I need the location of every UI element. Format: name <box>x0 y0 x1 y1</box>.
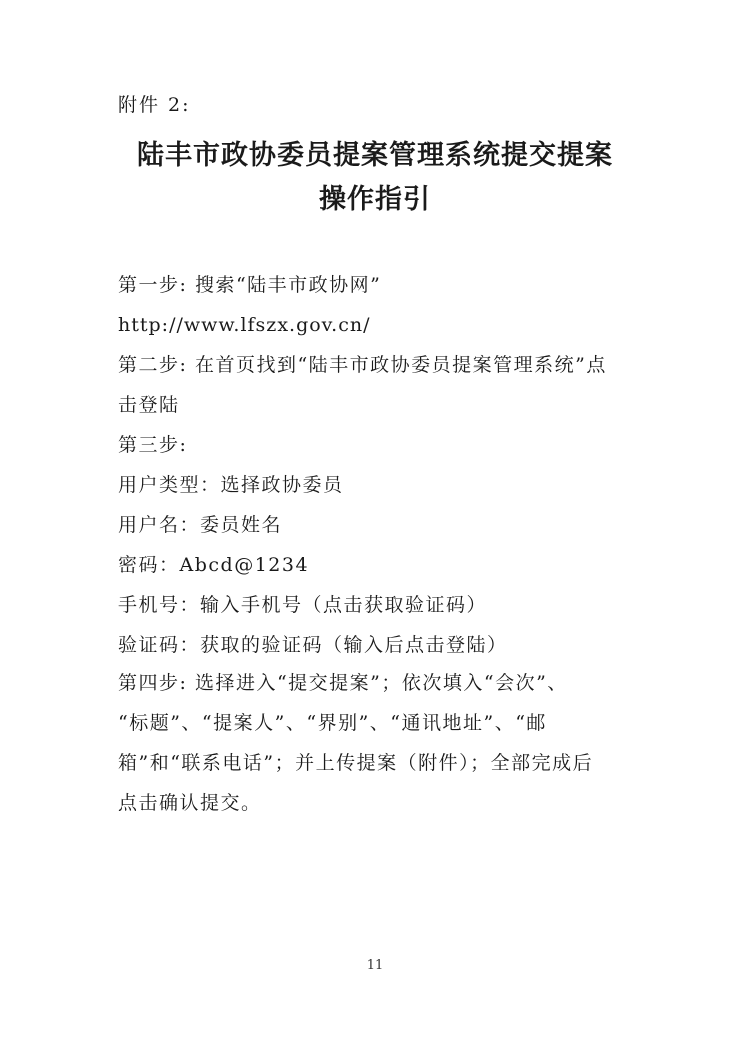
step-two-text: 第二步: 在首页找到“陆丰市政协委员提案管理系统”点 <box>118 354 607 376</box>
user-type-line: 用户类型：选择政协委员 <box>118 474 344 496</box>
step-four-text-cont-1: “标题”、“提案人”、“界别”、“通讯地址”、“邮 <box>118 712 547 734</box>
verification-code-line: 验证码：获取的验证码（输入后点击登陆） <box>118 634 508 656</box>
step-four-text: 第四步: 选择进入“提交提案”；依次填入“会次”、 <box>118 672 568 694</box>
page-number: 11 <box>366 958 384 973</box>
step-four-text-cont-3: 点击确认提交。 <box>118 792 262 814</box>
step-three-heading: 第三步: <box>118 434 188 456</box>
password-line: 密码：Abcd@1234 <box>118 554 310 576</box>
username-line: 用户名：委员姓名 <box>118 514 283 536</box>
step-two-text-cont: 击登陆 <box>118 394 180 416</box>
step-one-text: 第一步: 搜索“陆丰市政协网” <box>118 274 382 296</box>
attachment-label: 附件 2: <box>118 94 191 116</box>
step-four-text-cont-2: 箱”和“联系电话”；并上传提案（附件）；全部完成后 <box>118 752 594 774</box>
phone-line: 手机号：输入手机号（点击获取验证码） <box>118 594 488 616</box>
document-title-line1: 陆丰市政协委员提案管理系统提交提案 <box>137 140 613 171</box>
document-title-line2: 操作指引 <box>319 184 431 215</box>
website-url: http://www.lfszx.gov.cn/ <box>118 314 371 336</box>
